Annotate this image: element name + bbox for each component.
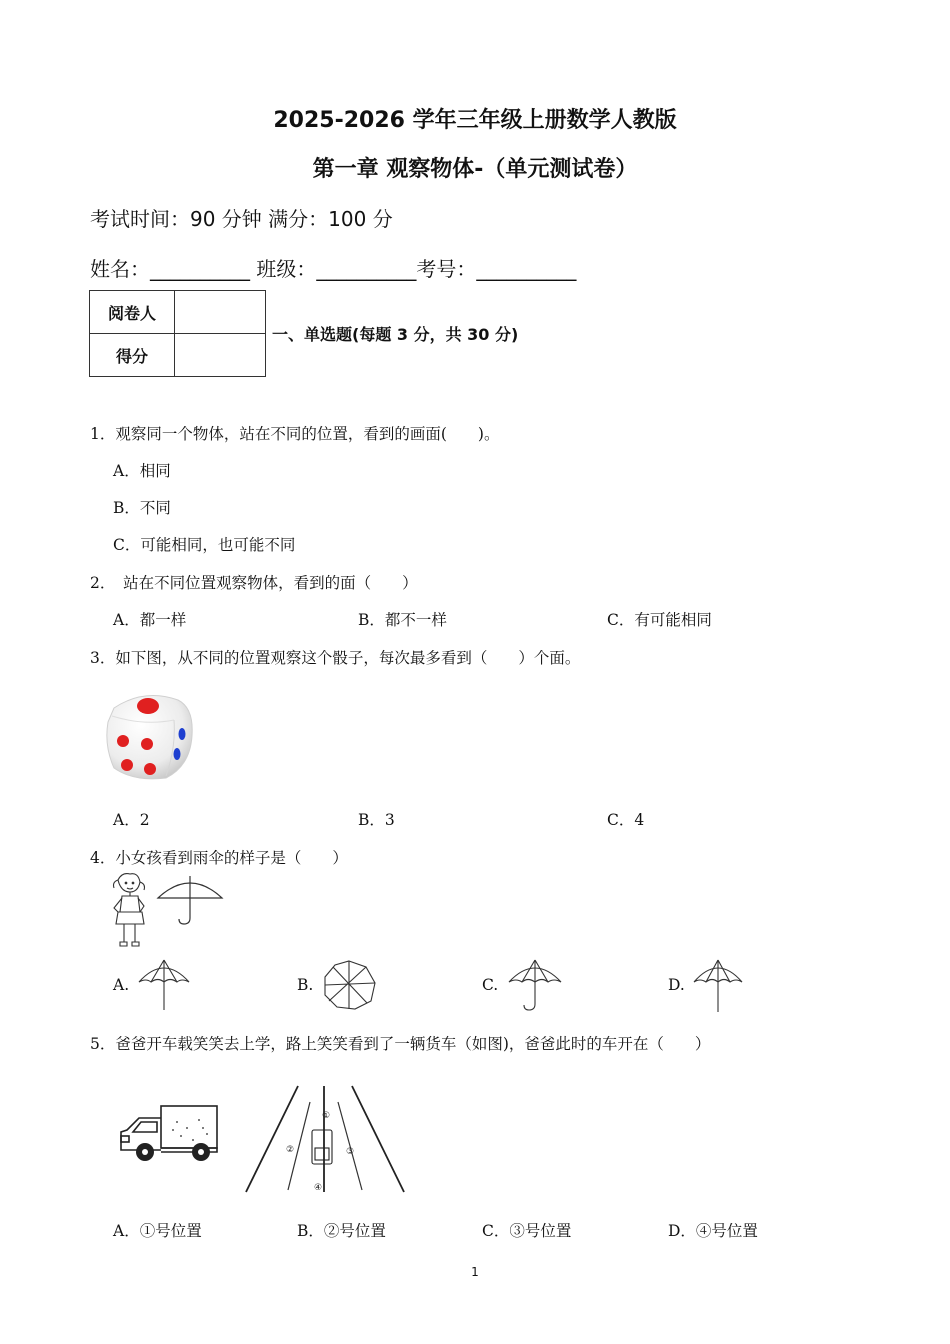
exam-info: 考试时间：90 分钟 满分：100 分 — [90, 207, 393, 231]
q5-option-a[interactable]: A．①号位置 — [113, 1222, 202, 1240]
page-subtitle: 第一章 观察物体-（单元测试卷） — [312, 157, 638, 182]
q1-option-c[interactable]: C．可能相同，也可能不同 — [113, 536, 296, 554]
position-marker: ④ — [313, 1183, 323, 1193]
q5-option-b[interactable]: B．②号位置 — [297, 1222, 386, 1240]
score-label: 得分 — [90, 334, 175, 377]
question-2: 2． 站在不同位置观察物体，看到的面（ ） — [90, 574, 418, 592]
q1-option-b[interactable]: B．不同 — [113, 499, 171, 517]
q2-option-a[interactable]: A．都一样 — [113, 611, 187, 629]
q4-option-c[interactable]: C. — [482, 976, 499, 994]
score-cell — [175, 334, 266, 377]
q5-option-d[interactable]: D．④号位置 — [668, 1222, 758, 1240]
umbrella-option-a-icon[interactable] — [137, 958, 191, 1010]
truck-illustration-icon — [117, 1100, 221, 1164]
q4-option-a[interactable]: A. — [113, 976, 130, 994]
umbrella-option-c-icon[interactable] — [507, 958, 563, 1012]
question-1: 1．观察同一个物体，站在不同的位置，看到的画面( )。 — [90, 425, 500, 443]
q3-option-a[interactable]: A．2 — [113, 811, 150, 829]
question-4: 4．小女孩看到雨伞的样子是（ ） — [90, 849, 348, 867]
reviewer-cell — [175, 291, 266, 334]
score-table — [89, 290, 266, 377]
reviewer-label: 阅卷人 — [90, 291, 175, 334]
dice-icon — [104, 686, 196, 782]
section-title: 一、单选题(每题 3 分，共 30 分) — [272, 325, 519, 344]
q1-option-a[interactable]: A．相同 — [113, 462, 171, 480]
question-3: 3．如下图，从不同的位置观察这个骰子，每次最多看到（ ）个面。 — [90, 649, 581, 667]
umbrella-side-icon — [156, 874, 224, 926]
page-number: 1 — [471, 1265, 479, 1279]
q2-option-c[interactable]: C．有可能相同 — [607, 611, 712, 629]
q3-option-b[interactable]: B．3 — [358, 811, 395, 829]
q4-option-d[interactable]: D. — [668, 976, 685, 994]
position-marker: ① — [321, 1111, 331, 1121]
road-diagram-icon — [244, 1082, 406, 1194]
umbrella-top-view-icon[interactable] — [321, 959, 377, 1011]
position-marker: ③ — [345, 1147, 355, 1157]
umbrella-option-d-icon[interactable] — [692, 958, 744, 1012]
q5-option-c[interactable]: C．③号位置 — [482, 1222, 572, 1240]
student-info: 姓名：__________ 班级：__________考号：__________ — [90, 257, 577, 281]
page-title: 2025-2026 学年三年级上册数学人教版 — [273, 108, 677, 133]
q4-option-b[interactable]: B. — [297, 976, 314, 994]
q3-option-c[interactable]: C．4 — [607, 811, 645, 829]
question-5: 5．爸爸开车载笑笑去上学，路上笑笑看到了一辆货车（如图)，爸爸此时的车开在（ ） — [90, 1035, 711, 1053]
girl-illustration-icon — [108, 872, 153, 950]
q2-option-b[interactable]: B．都不一样 — [358, 611, 447, 629]
position-marker: ② — [285, 1145, 295, 1155]
